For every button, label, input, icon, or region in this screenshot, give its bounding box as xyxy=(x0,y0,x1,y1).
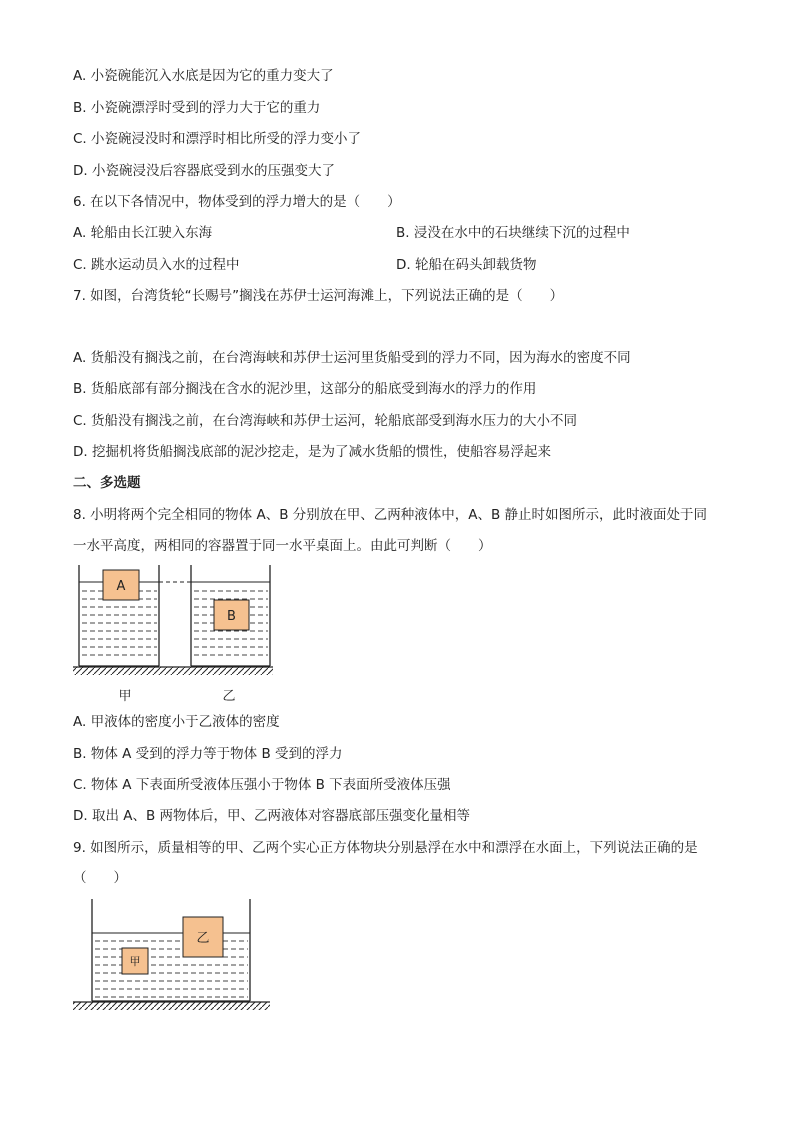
q7-option-d: D. 挖掘机将货船搁浅底部的泥沙挖走，是为了减水货船的惯性，使船容易浮起来 xyxy=(73,444,551,460)
q5-option-a: A. 小瓷碗能沉入水底是因为它的重力变大了 xyxy=(73,68,334,84)
q6-option-b: B. 浸没在水中的石块继续下沉的过程中 xyxy=(396,225,630,241)
q7-option-a: A. 货船没有搁浅之前，在台湾海峡和苏伊士运河里货船受到的浮力不同，因为海水的密度不同 xyxy=(73,350,631,366)
q8-stem-line2: 一水平高度，两相同的容器置于同一水平桌面上。由此可判断（ ） xyxy=(73,538,492,554)
q9-stem-line1: 9. 如图所示，质量相等的甲、乙两个实心正方体物块分别悬浮在水中和漂浮在水面上，下列说法正确的是 xyxy=(73,840,698,856)
label-jia: 甲 xyxy=(118,689,132,704)
q5-option-d: D. 小瓷碗浸没后容器底受到水的压强变大了 xyxy=(73,163,335,179)
q8-figure xyxy=(70,560,280,705)
q9-stem-line2: （ ） xyxy=(73,870,127,886)
q6-option-a: A. 轮船由长江驶入东海 xyxy=(73,225,213,241)
q8-option-c: C. 物体 A 下表面所受液体压强小于物体 B 下表面所受液体压强 xyxy=(73,777,451,793)
q7-stem: 7. 如图，台湾货轮“长赐号”搁浅在苏伊士运河海滩上，下列说法正确的是（ ） xyxy=(73,288,564,304)
label-yi: 乙 xyxy=(222,689,236,704)
q8-option-d: D. 取出 A、B 两物体后，甲、乙两液体对容器底部压强变化量相等 xyxy=(73,808,471,824)
q6-stem: 6. 在以下各情况中，物体受到的浮力增大的是（ ） xyxy=(73,194,401,210)
block-jia-label: 甲 xyxy=(129,955,141,968)
block-b-label: B xyxy=(227,609,236,624)
q8-stem-line1: 8. 小明将两个完全相同的物体 A、B 分别放在甲、乙两种液体中，A、B 静止时如图所示，此时液面处于同 xyxy=(73,507,708,523)
block-a-label: A xyxy=(116,579,126,594)
q6-option-c: C. 跳水运动员入水的过程中 xyxy=(73,257,240,273)
section-heading-multiple-choice: 二、多选题 xyxy=(73,475,141,491)
q7-option-c: C. 货船没有搁浅之前，在台湾海峡和苏伊士运河，轮船底部受到海水压力的大小不同 xyxy=(73,413,578,429)
q7-option-b: B. 货船底部有部分搁浅在含水的泥沙里，这部分的船底受到海水的浮力的作用 xyxy=(73,381,537,397)
q8-option-a: A. 甲液体的密度小于乙液体的密度 xyxy=(73,714,280,730)
q5-option-b: B. 小瓷碗漂浮时受到的浮力大于它的重力 xyxy=(73,100,321,116)
block-yi-label: 乙 xyxy=(196,931,210,946)
q6-option-d: D. 轮船在码头卸载货物 xyxy=(396,257,537,273)
q8-option-b: B. 物体 A 受到的浮力等于物体 B 受到的浮力 xyxy=(73,746,343,762)
q5-option-c: C. 小瓷碗浸没时和漂浮时相比所受的浮力变小了 xyxy=(73,131,362,147)
q9-figure xyxy=(70,893,280,1018)
